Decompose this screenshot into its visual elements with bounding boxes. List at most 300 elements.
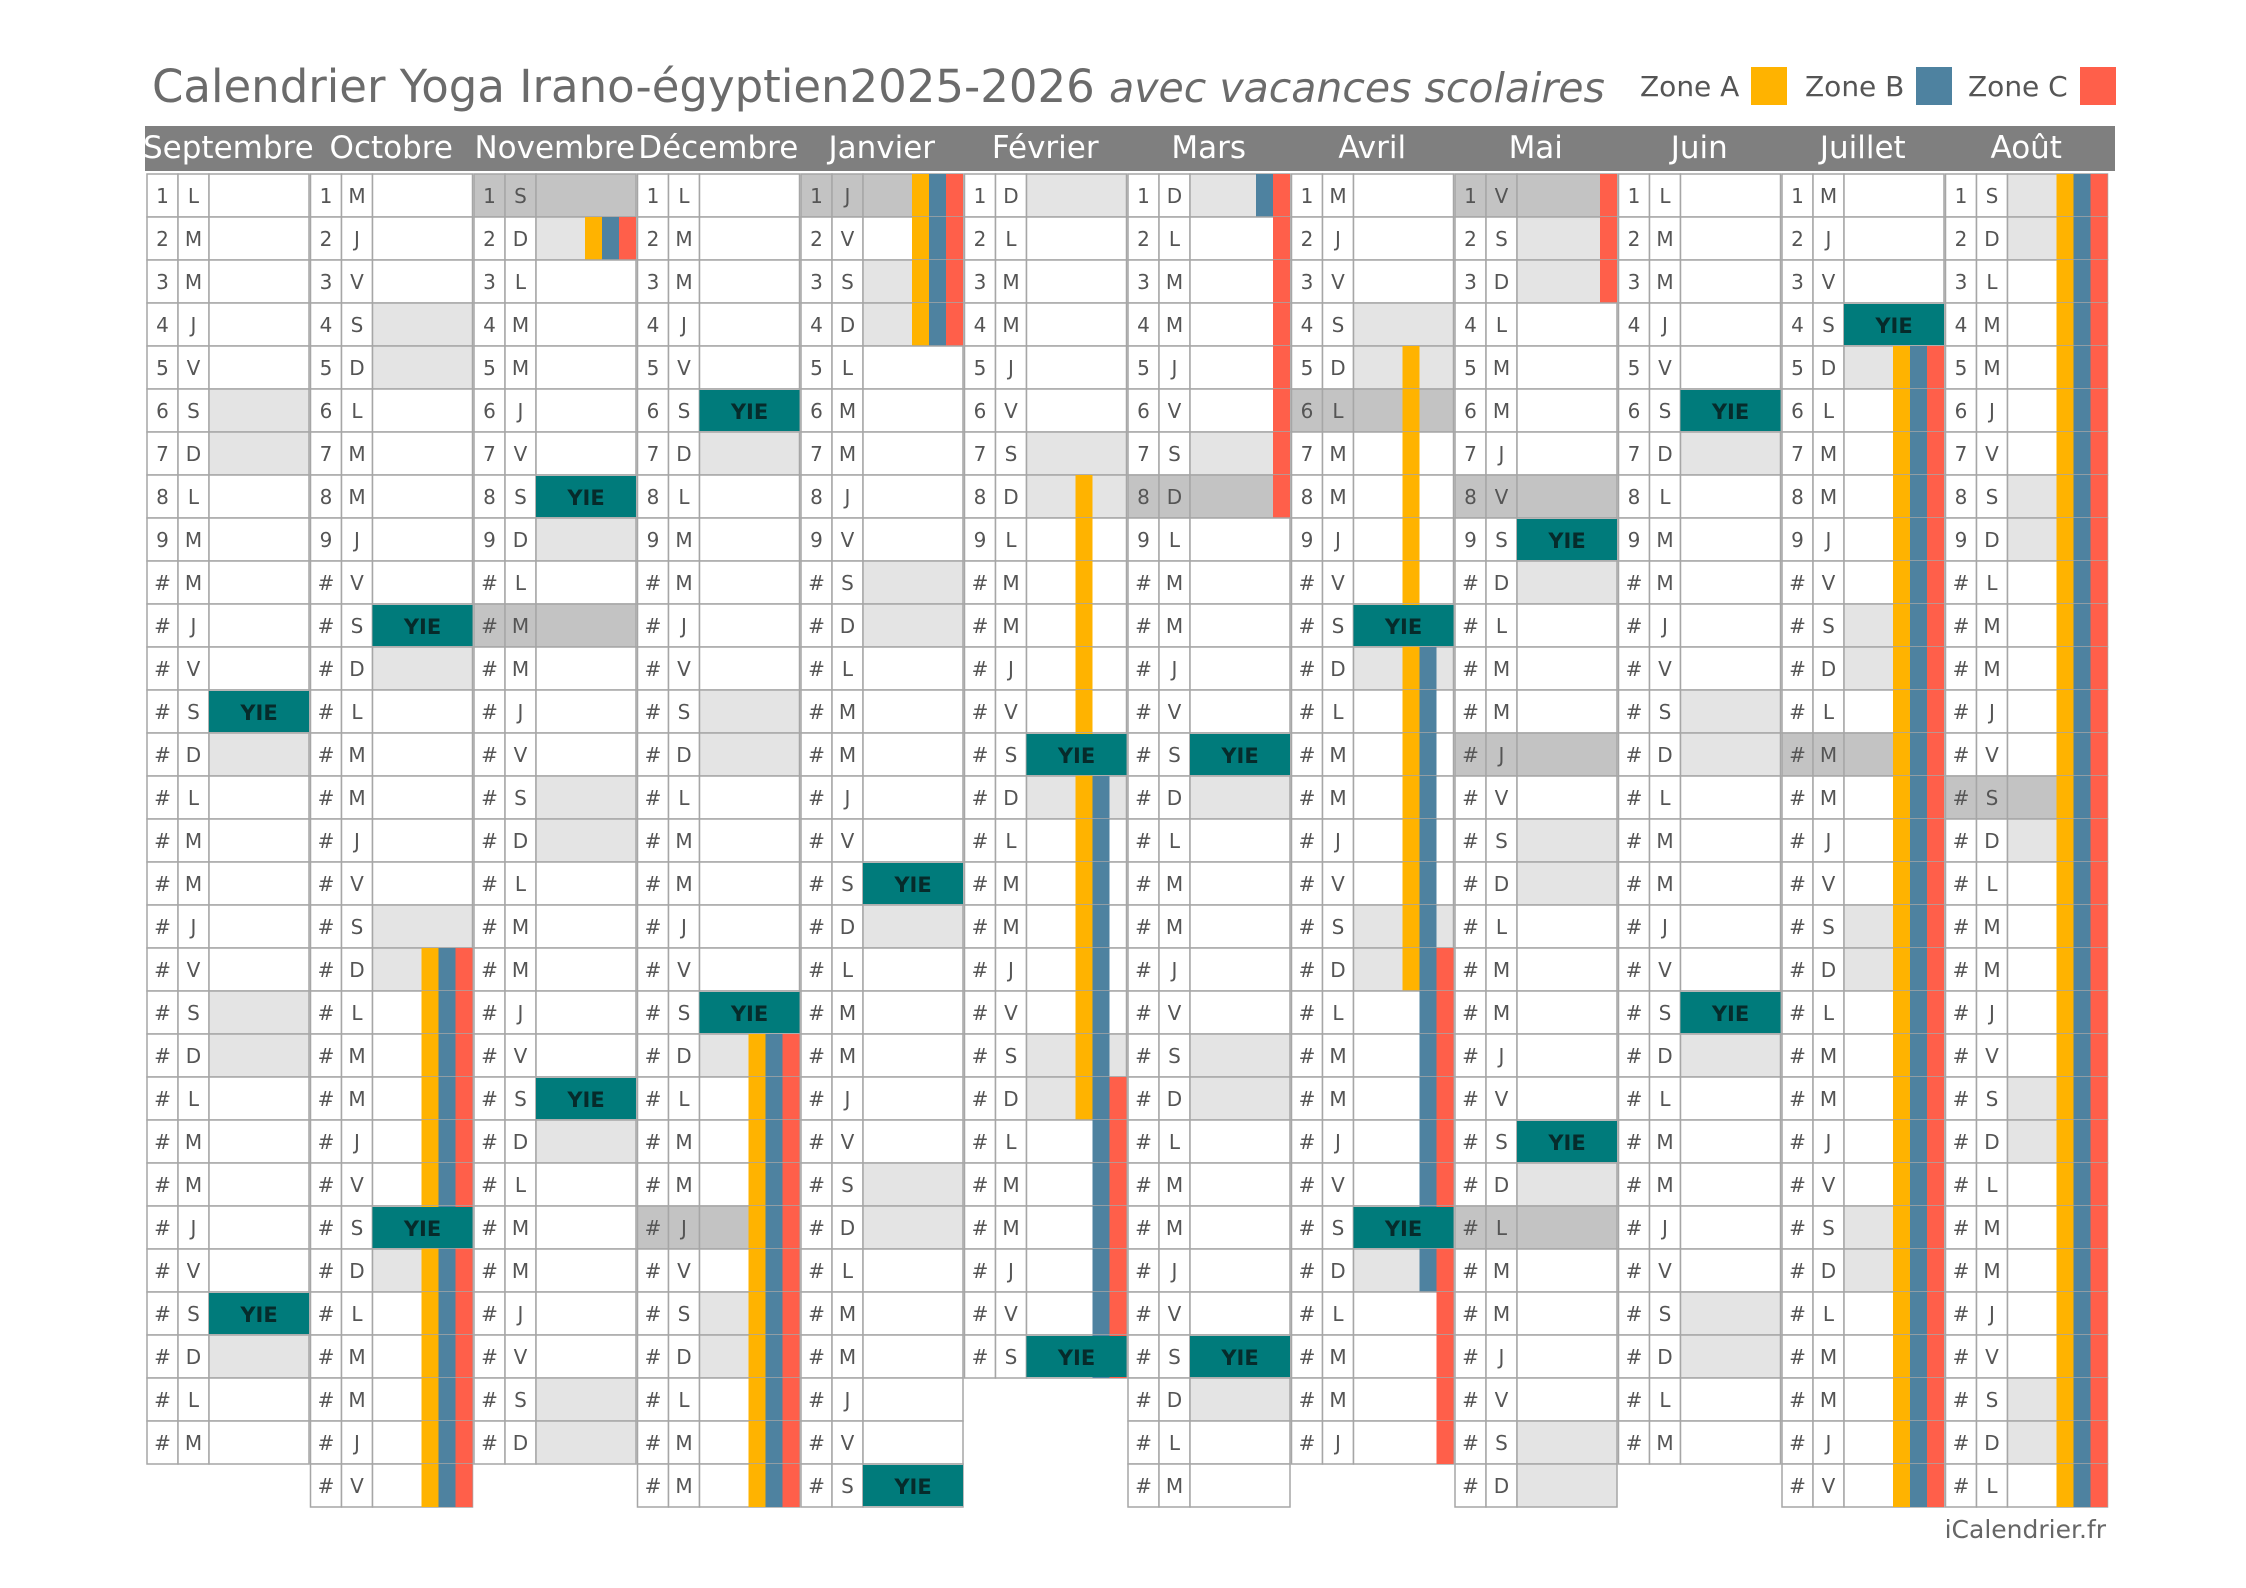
day-number: # — [971, 1345, 989, 1369]
day-number: 2 — [1627, 227, 1641, 251]
day-number: # — [317, 915, 335, 939]
day-content-cell — [863, 1421, 963, 1464]
zone-c-bar — [1110, 1206, 1127, 1249]
day-content-cell — [536, 518, 636, 561]
day-number: 6 — [973, 399, 987, 423]
day-letter: L — [351, 1001, 363, 1025]
day-row — [474, 1421, 636, 1464]
day-content-cell — [1190, 647, 1290, 690]
day-letter: D — [1984, 829, 2000, 853]
day-number: # — [1135, 915, 1152, 939]
day-row — [1128, 862, 1290, 905]
zone-c-bar — [2091, 862, 2108, 905]
day-number: # — [1135, 614, 1152, 638]
zone-b-bar — [1093, 862, 1110, 905]
day-content-cell — [863, 561, 963, 604]
day-letter: S — [1658, 1302, 1672, 1326]
day-letter: J — [354, 829, 360, 853]
zone-c-bar — [1927, 1120, 1944, 1163]
zone-a-bar — [1893, 432, 1910, 475]
zone-b-bar — [1093, 1249, 1110, 1292]
day-letter: M — [184, 571, 203, 595]
day-row — [147, 776, 309, 819]
day-letter: D — [1820, 657, 1837, 681]
day-letter: M — [1983, 1216, 2001, 1240]
day-letter: S — [350, 1216, 364, 1240]
day-letter: V — [1658, 657, 1672, 681]
day-row — [638, 561, 800, 604]
zone-a-bar — [2057, 1421, 2074, 1464]
day-content-cell — [1190, 604, 1290, 647]
day-number: 8 — [483, 485, 496, 509]
day-number: # — [1789, 571, 1806, 595]
day-letter: V — [186, 356, 201, 380]
day-content-cell — [700, 604, 800, 647]
day-content-cell — [536, 647, 636, 690]
day-content-cell — [863, 1120, 963, 1163]
legend-zone-c-label: Zone C — [1968, 69, 2068, 103]
day-row — [801, 1163, 963, 1206]
day-number: # — [154, 1431, 171, 1455]
day-number: 5 — [1464, 356, 1477, 380]
day-row — [1782, 518, 1944, 561]
day-row — [1619, 1335, 1781, 1378]
day-row — [1292, 1077, 1454, 1120]
day-content-cell — [700, 561, 800, 604]
zone-b-bar — [1910, 690, 1927, 733]
day-content-cell — [373, 389, 473, 432]
zone-c-bar — [2091, 948, 2108, 991]
zone-b-bar — [1420, 690, 1437, 733]
day-letter: D — [349, 657, 365, 681]
day-content-cell — [863, 991, 963, 1034]
yie-event-label: YIE — [730, 400, 769, 424]
day-row — [1292, 647, 1454, 690]
day-number: # — [1952, 1216, 1970, 1240]
day-content-cell — [1681, 733, 1781, 776]
day-row — [801, 1206, 963, 1249]
zone-a-bar — [2057, 475, 2074, 518]
day-row — [147, 991, 309, 1034]
zone-b-bar — [1420, 1163, 1437, 1206]
day-row — [1292, 604, 1454, 647]
day-row — [474, 217, 636, 260]
day-letter: J — [1989, 1302, 1995, 1326]
zone-c-bar — [1927, 1335, 1944, 1378]
zone-a-bar — [1403, 948, 1420, 991]
day-row — [638, 1464, 800, 1507]
day-row — [638, 991, 800, 1034]
day-number: 1 — [1464, 184, 1477, 208]
day-content-cell — [536, 346, 636, 389]
day-content-cell — [1517, 1249, 1617, 1292]
day-number: # — [1789, 1001, 1806, 1025]
day-letter: M — [675, 1173, 693, 1197]
day-content-cell — [863, 819, 963, 862]
day-letter: L — [187, 786, 200, 810]
day-row — [1619, 518, 1781, 561]
yie-event-label: YIE — [567, 1088, 605, 1112]
day-row — [1946, 475, 2108, 518]
day-row — [311, 561, 473, 604]
day-letter: S — [1495, 528, 1508, 552]
day-row — [311, 733, 473, 776]
zone-c-bar — [946, 217, 963, 260]
day-letter: M — [1656, 227, 1674, 251]
zone-b-bar — [766, 1292, 783, 1335]
day-number: # — [1135, 872, 1152, 896]
day-content-cell — [1681, 217, 1781, 260]
day-number: # — [808, 1474, 825, 1498]
day-row — [147, 1292, 309, 1335]
day-letter: V — [350, 1474, 364, 1498]
day-letter: V — [513, 1044, 528, 1068]
day-number: # — [644, 1130, 662, 1154]
day-row — [638, 432, 800, 475]
day-letter: M — [1329, 442, 1347, 466]
day-row — [147, 475, 309, 518]
day-letter: M — [1002, 313, 1020, 337]
day-letter: M — [348, 1087, 366, 1111]
zone-b-bar — [1256, 174, 1273, 217]
zone-c-bar — [1927, 561, 1944, 604]
day-number: # — [971, 1216, 989, 1240]
day-letter: M — [184, 227, 203, 251]
day-row — [1782, 819, 1944, 862]
day-letter: V — [677, 356, 691, 380]
day-letter: M — [838, 399, 857, 423]
day-number: # — [1625, 657, 1643, 681]
day-letter: S — [514, 786, 527, 810]
day-number: 3 — [483, 270, 496, 294]
day-number: 3 — [810, 270, 823, 294]
zone-b-bar — [766, 1163, 783, 1206]
day-letter: D — [512, 1431, 529, 1455]
day-letter: D — [1657, 1044, 1673, 1068]
zone-c-bar — [1437, 1077, 1454, 1120]
day-letter: S — [350, 915, 364, 939]
zone-c-bar — [783, 1464, 800, 1507]
day-content-cell — [1517, 991, 1617, 1034]
day-row — [1782, 604, 1944, 647]
day-number: 2 — [1137, 227, 1150, 251]
day-number: 6 — [319, 399, 333, 423]
day-letter: S — [1985, 1087, 1999, 1111]
day-content-cell — [1354, 217, 1454, 260]
day-row — [1128, 1378, 1290, 1421]
day-content-cell — [1190, 1249, 1290, 1292]
zone-b-bar — [766, 1335, 783, 1378]
day-row — [1946, 346, 2108, 389]
day-number: 9 — [1627, 528, 1641, 552]
zone-a-bar — [1893, 1034, 1910, 1077]
day-content-cell — [1190, 776, 1290, 819]
zone-b-bar — [1910, 1249, 1927, 1292]
day-letter: J — [1498, 442, 1505, 466]
day-letter: M — [1983, 1259, 2001, 1283]
zone-b-bar — [2074, 1034, 2091, 1077]
day-row — [1292, 1163, 1454, 1206]
day-number: 3 — [1464, 270, 1477, 294]
day-content-cell — [1681, 948, 1781, 991]
zone-c-bar — [1437, 1249, 1454, 1292]
day-row — [1128, 905, 1290, 948]
zone-c-bar — [1927, 991, 1944, 1034]
day-letter: M — [1329, 1345, 1347, 1369]
day-number: 4 — [1791, 313, 1804, 337]
day-number: # — [1135, 743, 1152, 767]
zone-c-bar — [1927, 1034, 1944, 1077]
day-row — [1946, 1206, 2108, 1249]
day-row — [1292, 690, 1454, 733]
day-row — [1128, 690, 1290, 733]
day-letter: V — [1167, 399, 1182, 423]
day-row — [801, 733, 963, 776]
zone-b-bar — [1420, 776, 1437, 819]
zone-c-bar — [1927, 1206, 1944, 1249]
day-row — [1946, 905, 2108, 948]
day-number: 3 — [1137, 270, 1150, 294]
day-number: 1 — [1137, 184, 1150, 208]
day-row — [1128, 518, 1290, 561]
day-letter: D — [1166, 1388, 1183, 1412]
zone-b-bar — [439, 1335, 456, 1378]
day-row — [1292, 991, 1454, 1034]
day-row — [638, 1378, 800, 1421]
day-row — [965, 432, 1127, 475]
legend-zone-a-label: Zone A — [1640, 69, 1740, 103]
zone-b-bar — [2074, 1206, 2091, 1249]
day-number: # — [317, 1001, 335, 1025]
day-row — [1946, 690, 2108, 733]
day-row — [311, 389, 473, 432]
day-letter: V — [840, 829, 855, 853]
day-content-cell — [863, 1034, 963, 1077]
zone-c-bar — [1927, 1249, 1944, 1292]
day-content-cell — [1517, 1464, 1617, 1507]
zone-a-bar — [2057, 1249, 2074, 1292]
day-number: # — [1462, 1388, 1479, 1412]
zone-b-bar — [2074, 1163, 2091, 1206]
day-row — [1946, 1120, 2108, 1163]
day-row — [1128, 1120, 1290, 1163]
day-number: 4 — [973, 313, 987, 337]
day-row — [1782, 389, 1944, 432]
day-number: # — [808, 915, 825, 939]
yie-event-label: YIE — [567, 486, 605, 510]
day-letter: M — [1656, 872, 1674, 896]
day-letter: L — [841, 356, 854, 380]
day-number: # — [971, 700, 989, 724]
yie-event-label: YIE — [1548, 1131, 1586, 1155]
day-letter: M — [1492, 399, 1511, 423]
month-column-octobre — [311, 174, 473, 1507]
day-content-cell — [373, 518, 473, 561]
day-row — [311, 1249, 473, 1292]
zone-a-bar — [1076, 561, 1093, 604]
day-row — [1128, 1034, 1290, 1077]
zone-b-bar — [1093, 1034, 1110, 1077]
zone-b-bar — [1420, 1249, 1437, 1292]
day-row — [801, 991, 963, 1034]
zone-a-bar — [1076, 1034, 1093, 1077]
zone-b-bar — [766, 1249, 783, 1292]
day-row — [801, 561, 963, 604]
zone-a-bar — [2057, 1206, 2074, 1249]
day-number: # — [481, 1259, 498, 1283]
day-number: # — [808, 1001, 825, 1025]
day-row — [638, 776, 800, 819]
day-row — [638, 690, 800, 733]
day-letter: V — [1494, 1087, 1509, 1111]
day-content-cell — [700, 776, 800, 819]
day-number: 1 — [483, 184, 496, 208]
zone-c-bar — [946, 174, 963, 217]
day-row — [1292, 1421, 1454, 1464]
day-number: # — [644, 657, 662, 681]
day-number: 8 — [1300, 485, 1314, 509]
day-row — [965, 346, 1127, 389]
day-letter: S — [350, 614, 364, 638]
day-content-cell — [209, 647, 309, 690]
day-letter: J — [1825, 1130, 1832, 1154]
day-number: 4 — [1464, 313, 1477, 337]
day-number: # — [1625, 915, 1643, 939]
day-letter: J — [844, 786, 851, 810]
day-letter: S — [187, 1302, 200, 1326]
zone-c-bar — [2091, 690, 2108, 733]
zone-a-bar — [1403, 475, 1420, 518]
day-content-cell — [700, 905, 800, 948]
zone-a-bar — [1403, 819, 1420, 862]
day-content-cell — [1517, 1378, 1617, 1421]
day-letter: M — [1656, 1130, 1674, 1154]
day-content-cell — [1027, 174, 1127, 217]
day-letter: S — [1658, 700, 1672, 724]
day-row — [474, 1163, 636, 1206]
month-header-juin: Juin — [1670, 130, 1728, 166]
yie-event-label: YIE — [894, 873, 932, 897]
month-header-aout: Août — [1990, 130, 2062, 166]
day-number: # — [1952, 1302, 1970, 1326]
zone-a-bar — [1893, 733, 1910, 776]
day-number: 8 — [1791, 485, 1804, 509]
day-letter: J — [517, 399, 524, 423]
day-row — [965, 303, 1127, 346]
day-letter: M — [1819, 743, 1838, 767]
day-letter: M — [838, 442, 857, 466]
day-content-cell — [373, 776, 473, 819]
day-number: # — [1298, 743, 1316, 767]
day-content-cell — [863, 733, 963, 776]
day-content-cell — [536, 819, 636, 862]
month-column-janvier — [801, 174, 963, 1507]
day-content-cell — [700, 733, 800, 776]
day-letter: L — [514, 872, 527, 896]
zone-b-bar — [2074, 862, 2091, 905]
yie-event-label: YIE — [894, 1475, 932, 1499]
day-letter: D — [1657, 743, 1673, 767]
zone-c-bar — [1273, 389, 1290, 432]
day-content-cell — [373, 260, 473, 303]
day-row — [474, 303, 636, 346]
day-number: # — [154, 786, 171, 810]
zone-c-bar — [1437, 1292, 1454, 1335]
zone-c-bar — [2091, 346, 2108, 389]
day-letter: D — [1984, 1130, 2000, 1154]
day-row — [1455, 1077, 1617, 1120]
day-number: 4 — [1300, 313, 1314, 337]
day-number: # — [1789, 1173, 1806, 1197]
zone-a-bar — [2057, 389, 2074, 432]
day-content-cell — [536, 1292, 636, 1335]
day-content-cell — [863, 518, 963, 561]
day-content-cell — [700, 518, 800, 561]
zone-a-bar — [1076, 604, 1093, 647]
day-number: 9 — [810, 528, 823, 552]
day-row — [1619, 1077, 1781, 1120]
zone-a-bar — [2057, 432, 2074, 475]
day-row — [801, 862, 963, 905]
day-content-cell — [1681, 303, 1781, 346]
day-content-cell — [1844, 260, 1944, 303]
day-row — [1292, 1292, 1454, 1335]
day-letter: M — [675, 1130, 693, 1154]
zone-b-bar — [2074, 303, 2091, 346]
day-letter: V — [1494, 786, 1509, 810]
day-letter: M — [1492, 657, 1511, 681]
day-number: # — [971, 657, 989, 681]
day-letter: D — [839, 313, 856, 337]
day-row — [638, 862, 800, 905]
zone-a-bar — [2057, 518, 2074, 561]
day-content-cell — [863, 604, 963, 647]
day-number: # — [1789, 657, 1806, 681]
zone-b-bar — [766, 1034, 783, 1077]
day-letter: D — [349, 356, 365, 380]
day-letter: M — [838, 1345, 857, 1369]
day-letter: D — [839, 1216, 856, 1240]
day-row — [965, 1335, 1127, 1378]
day-row — [1128, 346, 1290, 389]
day-row — [1455, 1378, 1617, 1421]
day-number: # — [1625, 1259, 1643, 1283]
day-content-cell — [1681, 475, 1781, 518]
day-number: # — [1135, 1044, 1152, 1068]
day-letter: S — [1331, 313, 1345, 337]
day-row — [1946, 819, 2108, 862]
day-row — [965, 819, 1127, 862]
day-row — [801, 819, 963, 862]
zone-b-bar — [2074, 1335, 2091, 1378]
day-content-cell — [863, 1206, 963, 1249]
day-row — [1946, 561, 2108, 604]
day-row — [147, 217, 309, 260]
day-row — [1782, 432, 1944, 475]
day-letter: D — [1330, 657, 1346, 681]
day-number: # — [1135, 700, 1152, 724]
day-number: # — [1462, 657, 1479, 681]
day-letter: M — [1983, 356, 2001, 380]
zone-a-bar — [2057, 1077, 2074, 1120]
day-number: 3 — [973, 270, 987, 294]
day-row — [1455, 905, 1617, 948]
zone-a-bar — [912, 260, 929, 303]
day-row — [147, 647, 309, 690]
day-row — [1619, 776, 1781, 819]
zone-a-bar — [2057, 647, 2074, 690]
day-number: # — [808, 1044, 825, 1068]
